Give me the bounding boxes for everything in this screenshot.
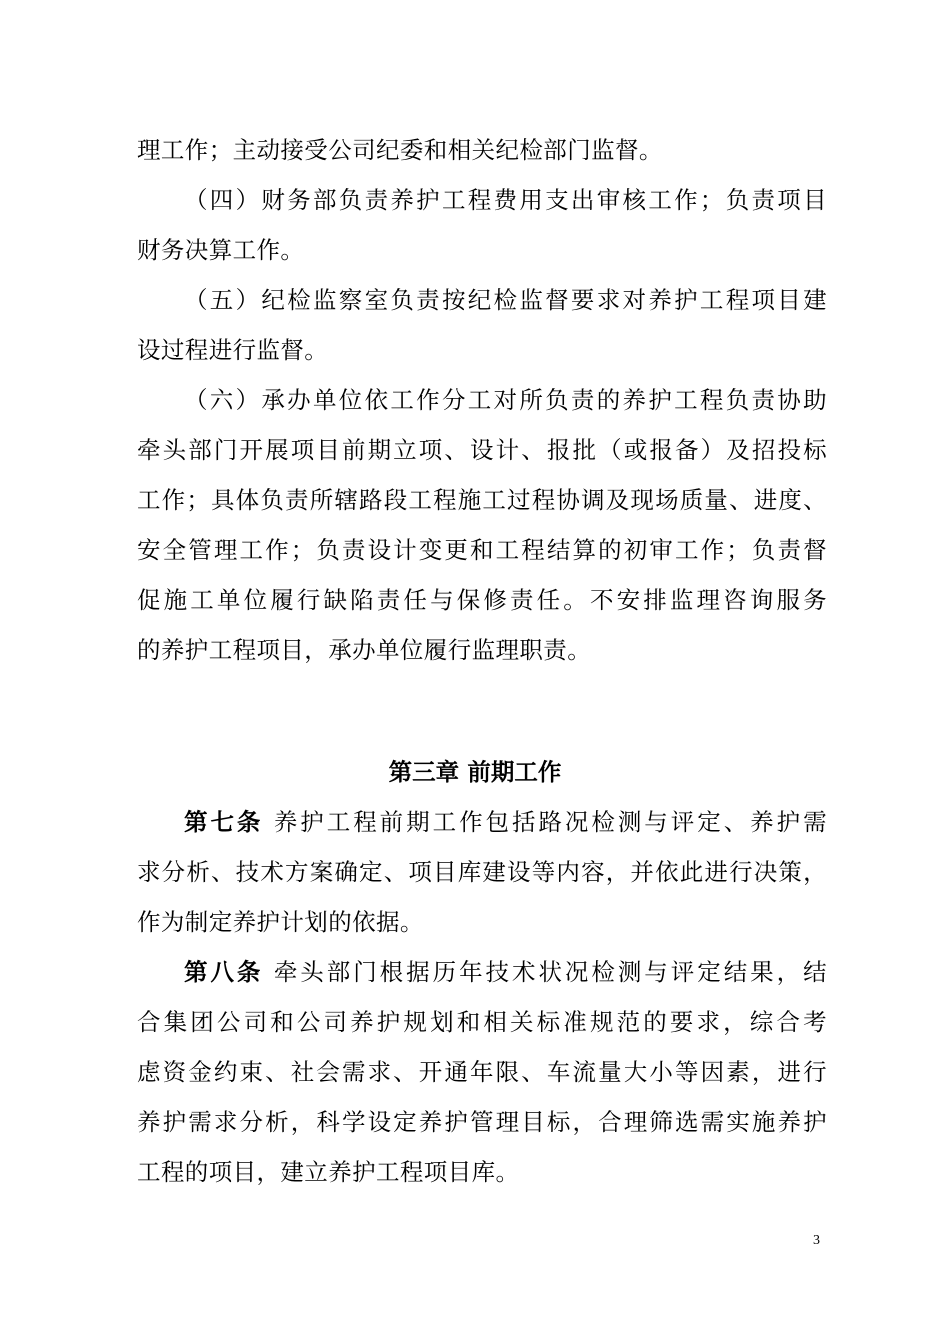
paragraph-line: 理工作；主动接受公司纪委和相关纪检部门监督。 [137, 136, 663, 164]
article-text: 牵头部门根据历年技术状况检测与评定结果，结 [273, 958, 827, 986]
article-first-line [184, 806, 827, 838]
article-label: 第八条 [184, 958, 264, 986]
paragraph-line: 虑资金约束、社会需求、开通年限、车流量大小等因素，进行 [137, 1058, 827, 1086]
article-first-line [184, 956, 827, 988]
paragraph-line: 养护需求分析，科学设定养护管理目标，合理筛选需实施养护 [137, 1108, 827, 1136]
article-text: 养护工程前期工作包括路况检测与评定、养护需 [273, 808, 827, 836]
paragraph-line: 工程的项目，建立养护工程项目库。 [137, 1158, 520, 1186]
page-number: 3 [813, 1233, 820, 1248]
paragraph-line: 工作；具体负责所辖路段工程施工过程协调及现场质量、进度、 [137, 486, 827, 514]
paragraph-line: 促施工单位履行缺陷责任与保修责任。不安排监理咨询服务 [137, 586, 827, 614]
paragraph-line: （六）承办单位依工作分工对所负责的养护工程负责协助 [184, 386, 827, 414]
paragraph-line: 作为制定养护计划的依据。 [137, 908, 424, 936]
paragraph-line: 合集团公司和公司养护规划和相关标准规范的要求，综合考 [137, 1008, 827, 1036]
paragraph-line: 安全管理工作；负责设计变更和工程结算的初审工作；负责督 [137, 536, 827, 564]
article-label: 第七条 [184, 808, 264, 836]
paragraph-line: （四）财务部负责养护工程费用支出审核工作；负责项目 [184, 186, 827, 214]
paragraph-line: 财务决算工作。 [137, 236, 305, 264]
paragraph-line: 牵头部门开展项目前期立项、设计、报批（或报备）及招投标 [137, 436, 827, 464]
paragraph-line: 的养护工程项目，承办单位履行监理职责。 [137, 636, 592, 664]
paragraph-line: （五）纪检监察室负责按纪检监督要求对养护工程项目建 [184, 286, 827, 314]
paragraph-line: 设过程进行监督。 [137, 336, 329, 364]
paragraph-line: 求分析、技术方案确定、项目库建设等内容，并依此进行决策， [137, 858, 827, 886]
chapter-title: 第三章 前期工作 [388, 758, 562, 786]
